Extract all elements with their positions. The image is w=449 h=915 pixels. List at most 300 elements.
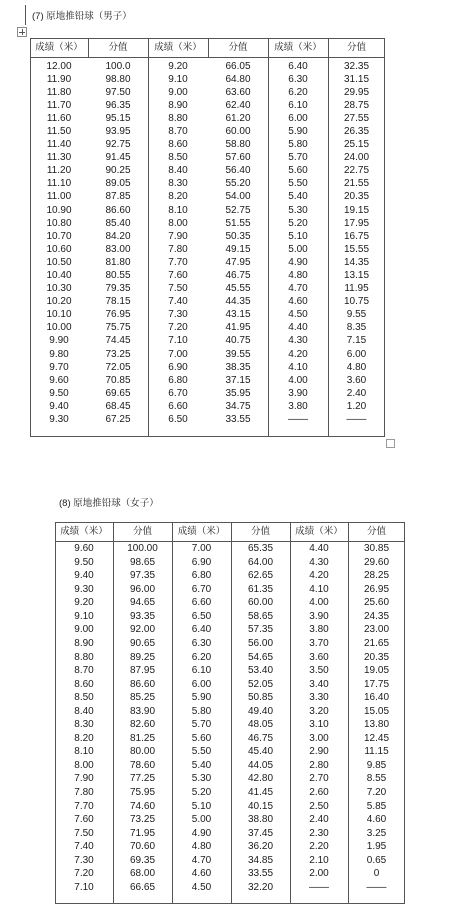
score-cell: 68.00 xyxy=(129,868,156,880)
result-cell: 8.80 xyxy=(168,112,188,124)
score-cell: 26.35 xyxy=(343,125,370,137)
result-cell: 6.00 xyxy=(288,112,308,124)
score-cell: 73.25 xyxy=(105,348,131,360)
header-score: 分值 xyxy=(228,42,248,53)
result-cell: 6.60 xyxy=(191,597,212,609)
score-cell: 70.60 xyxy=(129,841,156,853)
result-cell: 8.00 xyxy=(168,217,188,229)
result-cell: 11.20 xyxy=(46,165,72,177)
score-cell: 26.95 xyxy=(363,583,390,595)
score-cell: 45.40 xyxy=(247,746,274,758)
score-cell: 29.60 xyxy=(363,556,390,568)
score-cell: 41.95 xyxy=(225,322,251,334)
result-cell: 4.70 xyxy=(191,854,212,866)
column-divider xyxy=(328,38,329,437)
result-cell: 8.90 xyxy=(74,638,94,650)
score-cell: 87.95 xyxy=(129,665,156,677)
result-cell: 6.50 xyxy=(168,414,188,426)
score-cell: 21.55 xyxy=(343,178,370,190)
result-cell: 6.70 xyxy=(191,583,212,595)
result-cell: 2.00 xyxy=(309,868,329,880)
score-cell: 81.80 xyxy=(105,256,131,268)
table-row xyxy=(30,217,385,230)
result-cell: 12.00 xyxy=(46,60,72,72)
score-cell: 27.55 xyxy=(343,112,370,124)
result-cell: 11.40 xyxy=(46,139,72,151)
table-row xyxy=(55,610,405,624)
result-cell: 3.70 xyxy=(309,638,329,650)
result-cell: 4.40 xyxy=(309,543,329,555)
score-cell: 97.50 xyxy=(105,86,131,98)
score-cell: 66.65 xyxy=(129,881,156,893)
result-cell: 10.10 xyxy=(46,309,72,321)
score-cell: 45.55 xyxy=(225,283,251,295)
header-result-meters: 成绩（米） xyxy=(295,526,343,537)
result-cell: 8.50 xyxy=(74,692,94,704)
result-cell: 8.00 xyxy=(74,759,94,771)
result-cell: —— xyxy=(288,414,308,426)
score-cell: 38.80 xyxy=(247,814,274,826)
result-cell: 4.00 xyxy=(309,597,329,609)
result-cell: 6.30 xyxy=(191,638,212,650)
table-row xyxy=(30,387,385,400)
score-cell: —— xyxy=(346,414,367,426)
score-cell: 87.85 xyxy=(105,191,131,203)
result-cell: 8.70 xyxy=(168,125,188,137)
score-cell: 51.55 xyxy=(225,217,251,229)
score-cell: 36.20 xyxy=(247,841,274,853)
table-shot-put-female xyxy=(55,522,405,904)
score-cell: 75.75 xyxy=(105,322,131,334)
score-cell: 21.65 xyxy=(363,638,390,650)
score-cell: 14.35 xyxy=(343,256,370,268)
table-row xyxy=(30,112,385,125)
score-cell: 52.05 xyxy=(247,678,274,690)
score-cell: 83.90 xyxy=(129,705,156,717)
score-cell: 85.40 xyxy=(105,217,131,229)
table-row xyxy=(30,308,385,321)
score-cell: 98.65 xyxy=(129,556,156,568)
result-cell: 10.60 xyxy=(46,243,72,255)
result-cell: 6.10 xyxy=(191,665,212,677)
result-cell: 6.40 xyxy=(191,624,212,636)
score-cell: 37.45 xyxy=(247,827,274,839)
result-cell: 5.90 xyxy=(191,692,212,704)
score-cell: 67.25 xyxy=(105,414,131,426)
score-cell: 19.05 xyxy=(363,665,390,677)
table-row xyxy=(30,86,385,99)
table-row xyxy=(30,204,385,217)
result-cell: 2.50 xyxy=(309,800,329,812)
header-score: 分值 xyxy=(346,42,366,53)
score-cell: 43.15 xyxy=(225,309,251,321)
table-move-handle-icon[interactable] xyxy=(17,27,27,37)
score-cell: 58.80 xyxy=(225,139,251,151)
table-resize-handle-icon[interactable] xyxy=(386,439,395,448)
score-cell: 19.15 xyxy=(343,204,370,216)
score-cell: 73.25 xyxy=(129,814,156,826)
score-cell: 100.0 xyxy=(105,60,131,72)
score-cell: 25.15 xyxy=(343,139,370,151)
result-cell: 5.70 xyxy=(288,152,308,164)
table-row xyxy=(30,256,385,269)
result-cell: 8.90 xyxy=(168,99,188,111)
score-cell: 50.35 xyxy=(225,230,251,242)
score-cell: 13.15 xyxy=(343,270,370,281)
score-cell: 13.80 xyxy=(363,719,390,731)
column-divider xyxy=(268,38,269,437)
table-row xyxy=(30,334,385,347)
score-cell: 61.20 xyxy=(225,112,251,124)
result-cell: 4.40 xyxy=(288,322,308,334)
result-cell: 9.30 xyxy=(49,414,69,426)
score-cell: 74.45 xyxy=(105,335,131,347)
table-row xyxy=(30,400,385,413)
score-cell: 100.00 xyxy=(127,543,158,555)
score-cell: 9.85 xyxy=(366,759,387,771)
result-cell: 9.30 xyxy=(74,583,94,595)
result-cell: 4.30 xyxy=(288,335,308,347)
score-cell: 90.25 xyxy=(105,165,131,177)
result-cell: 5.00 xyxy=(288,243,308,255)
table-row xyxy=(55,583,405,597)
score-cell: 85.25 xyxy=(129,692,156,704)
result-cell: 8.20 xyxy=(168,191,188,203)
header-score: 分值 xyxy=(132,526,152,537)
score-cell: 12.45 xyxy=(363,732,390,744)
result-cell: 7.40 xyxy=(74,841,94,853)
score-cell: 78.60 xyxy=(129,759,156,771)
result-cell: 7.10 xyxy=(168,335,188,347)
table-row xyxy=(55,691,405,705)
score-cell: 93.35 xyxy=(129,610,156,622)
table-row xyxy=(55,881,405,895)
result-cell: 9.70 xyxy=(49,361,69,373)
result-cell: 6.00 xyxy=(191,678,212,690)
score-cell: 58.65 xyxy=(247,610,274,622)
result-cell: 5.60 xyxy=(288,165,308,177)
score-cell: 15.55 xyxy=(343,243,370,255)
result-cell: 4.20 xyxy=(288,348,308,360)
score-cell: 46.75 xyxy=(247,732,274,744)
score-cell: 71.95 xyxy=(129,827,156,839)
table-row xyxy=(55,786,405,800)
table-body xyxy=(30,60,385,427)
column-divider xyxy=(172,522,173,904)
score-cell: 16.75 xyxy=(343,230,370,242)
result-cell: 3.10 xyxy=(309,719,329,731)
column-divider xyxy=(113,522,114,904)
score-cell: 96.00 xyxy=(129,583,156,595)
score-cell: 39.55 xyxy=(225,348,251,360)
score-cell: 17.95 xyxy=(343,217,370,229)
result-cell: 11.60 xyxy=(46,112,72,124)
score-cell: 80.00 xyxy=(129,746,156,758)
score-cell: 5.85 xyxy=(366,800,387,812)
header-result-meters: 成绩（米） xyxy=(60,526,108,537)
table-row xyxy=(55,854,405,868)
table-row xyxy=(30,177,385,190)
result-cell: 6.50 xyxy=(191,610,212,622)
score-cell: 24.00 xyxy=(343,152,370,164)
score-cell: 2.40 xyxy=(346,387,367,399)
result-cell: 3.90 xyxy=(288,387,308,399)
score-cell: 60.00 xyxy=(247,597,274,609)
table-row xyxy=(55,867,405,881)
table-row xyxy=(55,800,405,814)
score-cell: 1.20 xyxy=(346,400,367,412)
score-cell: 74.60 xyxy=(129,800,156,812)
table-row xyxy=(30,230,385,243)
column-divider xyxy=(148,38,149,437)
header-score: 分值 xyxy=(108,42,128,53)
score-cell: 60.00 xyxy=(225,125,251,137)
score-cell: 89.05 xyxy=(105,178,131,190)
result-cell: 10.80 xyxy=(46,217,72,229)
result-cell: 7.20 xyxy=(74,868,94,880)
result-cell: —— xyxy=(309,881,329,893)
result-cell: 7.30 xyxy=(74,854,94,866)
result-cell: 7.20 xyxy=(168,322,188,334)
table-header-row xyxy=(55,522,405,541)
result-cell: 6.20 xyxy=(191,651,212,663)
result-cell: 8.80 xyxy=(74,651,94,663)
result-cell: 4.10 xyxy=(288,361,308,373)
result-cell: 4.50 xyxy=(191,881,212,893)
score-cell: 83.00 xyxy=(105,243,131,255)
score-cell: 64.00 xyxy=(247,556,274,568)
result-cell: 10.70 xyxy=(46,230,72,242)
table-body xyxy=(55,542,405,894)
header-result-meters: 成绩（米） xyxy=(177,526,226,537)
result-cell: 5.80 xyxy=(191,705,212,717)
score-cell: 0 xyxy=(373,868,380,880)
result-cell: 3.60 xyxy=(309,651,329,663)
score-cell: 28.25 xyxy=(363,570,390,582)
table-shot-put-male xyxy=(30,38,385,437)
table-row xyxy=(30,99,385,112)
result-cell: 5.30 xyxy=(191,773,212,785)
table-row xyxy=(30,413,385,426)
table-row xyxy=(55,759,405,773)
score-cell: 57.60 xyxy=(225,152,251,164)
table-row xyxy=(55,813,405,827)
score-cell: 53.40 xyxy=(247,665,274,677)
result-cell: 9.10 xyxy=(168,73,188,85)
result-cell: 3.90 xyxy=(309,610,329,622)
score-cell: 35.95 xyxy=(225,387,251,399)
result-cell: 9.10 xyxy=(74,610,94,622)
result-cell: 8.40 xyxy=(168,165,188,177)
result-cell: 11.50 xyxy=(46,125,72,137)
result-cell: 2.20 xyxy=(309,841,329,853)
score-cell: 62.40 xyxy=(225,99,251,111)
table-row xyxy=(55,623,405,637)
score-cell: 81.25 xyxy=(129,732,156,744)
score-cell: 49.40 xyxy=(247,705,274,717)
result-cell: 7.80 xyxy=(74,787,94,799)
score-cell: 34.85 xyxy=(247,854,274,866)
table-row xyxy=(55,840,405,854)
score-cell: 90.65 xyxy=(129,638,156,650)
table-row xyxy=(30,164,385,177)
table-row xyxy=(55,637,405,651)
score-cell: 24.35 xyxy=(363,610,390,622)
score-cell: 69.35 xyxy=(129,854,156,866)
score-cell: 64.80 xyxy=(225,73,251,85)
result-cell: 7.00 xyxy=(168,348,188,360)
table-row xyxy=(55,596,405,610)
result-cell: 7.00 xyxy=(191,543,212,555)
result-cell: 4.50 xyxy=(288,309,308,321)
score-cell: —— xyxy=(366,881,387,893)
score-cell: 56.00 xyxy=(247,638,274,650)
result-cell: 8.20 xyxy=(74,732,94,744)
result-cell: 4.90 xyxy=(288,256,308,268)
score-cell: 42.80 xyxy=(247,773,274,785)
table-row xyxy=(55,678,405,692)
result-cell: 7.30 xyxy=(168,309,188,321)
result-cell: 3.30 xyxy=(309,692,329,704)
table-row xyxy=(30,151,385,164)
table-row xyxy=(55,732,405,746)
result-cell: 4.70 xyxy=(288,283,308,295)
score-cell: 48.05 xyxy=(247,719,274,731)
result-cell: 5.90 xyxy=(288,125,308,137)
table-row xyxy=(30,73,385,86)
result-cell: 10.40 xyxy=(46,270,72,281)
result-cell: 9.40 xyxy=(74,570,94,582)
score-cell: 78.15 xyxy=(105,296,131,308)
score-cell: 11.95 xyxy=(344,283,369,295)
header-result-meters: 成绩（米） xyxy=(154,42,202,53)
result-cell: 2.70 xyxy=(309,773,329,785)
header-divider xyxy=(30,57,385,58)
score-cell: 50.85 xyxy=(247,692,274,704)
score-cell: 55.20 xyxy=(225,178,251,190)
score-cell: 96.35 xyxy=(105,99,131,111)
table-row xyxy=(55,827,405,841)
score-cell: 16.40 xyxy=(363,692,390,704)
result-cell: 6.90 xyxy=(191,556,212,568)
result-cell: 6.10 xyxy=(288,99,308,111)
result-cell: 5.10 xyxy=(288,230,308,242)
result-cell: 4.80 xyxy=(191,841,212,853)
score-cell: 1.95 xyxy=(366,841,387,853)
score-cell: 40.75 xyxy=(225,335,251,347)
result-cell: 8.30 xyxy=(74,719,94,731)
table-row xyxy=(30,125,385,138)
result-cell: 7.80 xyxy=(168,243,188,255)
table-row xyxy=(30,361,385,374)
table-row xyxy=(30,138,385,151)
score-cell: 49.15 xyxy=(225,243,251,255)
result-cell: 10.20 xyxy=(46,296,72,308)
result-cell: 3.00 xyxy=(309,732,329,744)
score-cell: 32.35 xyxy=(343,60,370,72)
table-row xyxy=(30,374,385,387)
result-cell: 4.00 xyxy=(288,374,308,386)
result-cell: 11.70 xyxy=(46,99,72,111)
score-cell: 77.25 xyxy=(129,773,156,785)
result-cell: 7.10 xyxy=(74,881,94,893)
table-row xyxy=(55,569,405,583)
score-cell: 30.85 xyxy=(363,543,390,555)
score-cell: 20.35 xyxy=(343,191,370,203)
table-row xyxy=(55,718,405,732)
score-cell: 34.75 xyxy=(225,400,251,412)
result-cell: 4.10 xyxy=(309,583,329,595)
score-cell: 47.95 xyxy=(225,256,251,268)
result-cell: 5.40 xyxy=(191,759,212,771)
score-cell: 22.75 xyxy=(343,165,370,177)
score-cell: 38.35 xyxy=(225,361,251,373)
result-cell: 6.70 xyxy=(168,387,188,399)
table-row xyxy=(30,295,385,308)
table-row xyxy=(30,321,385,334)
result-cell: 5.30 xyxy=(288,204,308,216)
result-cell: 9.50 xyxy=(74,556,94,568)
column-divider xyxy=(290,522,291,904)
result-cell: 2.40 xyxy=(309,814,329,826)
score-cell: 17.75 xyxy=(363,678,390,690)
result-cell: 2.10 xyxy=(309,854,329,866)
score-cell: 8.55 xyxy=(366,773,387,785)
score-cell: 4.60 xyxy=(366,814,387,826)
score-cell: 94.65 xyxy=(129,597,156,609)
result-cell: 7.70 xyxy=(168,256,188,268)
score-cell: 70.85 xyxy=(105,374,131,386)
column-divider xyxy=(88,38,89,57)
score-cell: 54.00 xyxy=(225,191,251,203)
score-cell: 69.65 xyxy=(105,387,131,399)
result-cell: 7.40 xyxy=(168,296,188,308)
table-row xyxy=(30,269,385,282)
result-cell: 9.40 xyxy=(49,400,69,412)
score-cell: 68.45 xyxy=(105,400,131,412)
header-result-meters: 成绩（米） xyxy=(35,42,83,53)
score-cell: 86.60 xyxy=(105,204,131,216)
score-cell: 95.15 xyxy=(105,112,131,124)
result-cell: 5.80 xyxy=(288,139,308,151)
score-cell: 31.15 xyxy=(343,73,370,85)
result-cell: 5.00 xyxy=(191,814,212,826)
result-cell: 5.40 xyxy=(288,191,308,203)
table-row xyxy=(55,772,405,786)
result-cell: 8.60 xyxy=(168,139,188,151)
table-row xyxy=(55,664,405,678)
score-cell: 28.75 xyxy=(343,99,370,111)
score-cell: 82.60 xyxy=(129,719,156,731)
result-cell: 4.60 xyxy=(288,296,308,308)
table-row xyxy=(55,745,405,759)
score-cell: 72.05 xyxy=(105,361,131,373)
result-cell: 6.30 xyxy=(288,73,308,85)
column-divider xyxy=(231,522,232,904)
table-8-title: (8) 原地推铅球（女子） xyxy=(59,498,159,509)
score-cell: 56.40 xyxy=(225,165,251,177)
result-cell: 10.00 xyxy=(46,322,72,334)
score-cell: 92.00 xyxy=(129,624,156,636)
table-row xyxy=(55,705,405,719)
column-divider xyxy=(208,38,209,57)
result-cell: 2.30 xyxy=(309,827,329,839)
score-cell: 54.65 xyxy=(247,651,274,663)
result-cell: 6.90 xyxy=(168,361,188,373)
score-cell: 33.55 xyxy=(247,868,274,880)
result-cell: 6.80 xyxy=(191,570,212,582)
score-cell: 8.35 xyxy=(346,322,367,334)
